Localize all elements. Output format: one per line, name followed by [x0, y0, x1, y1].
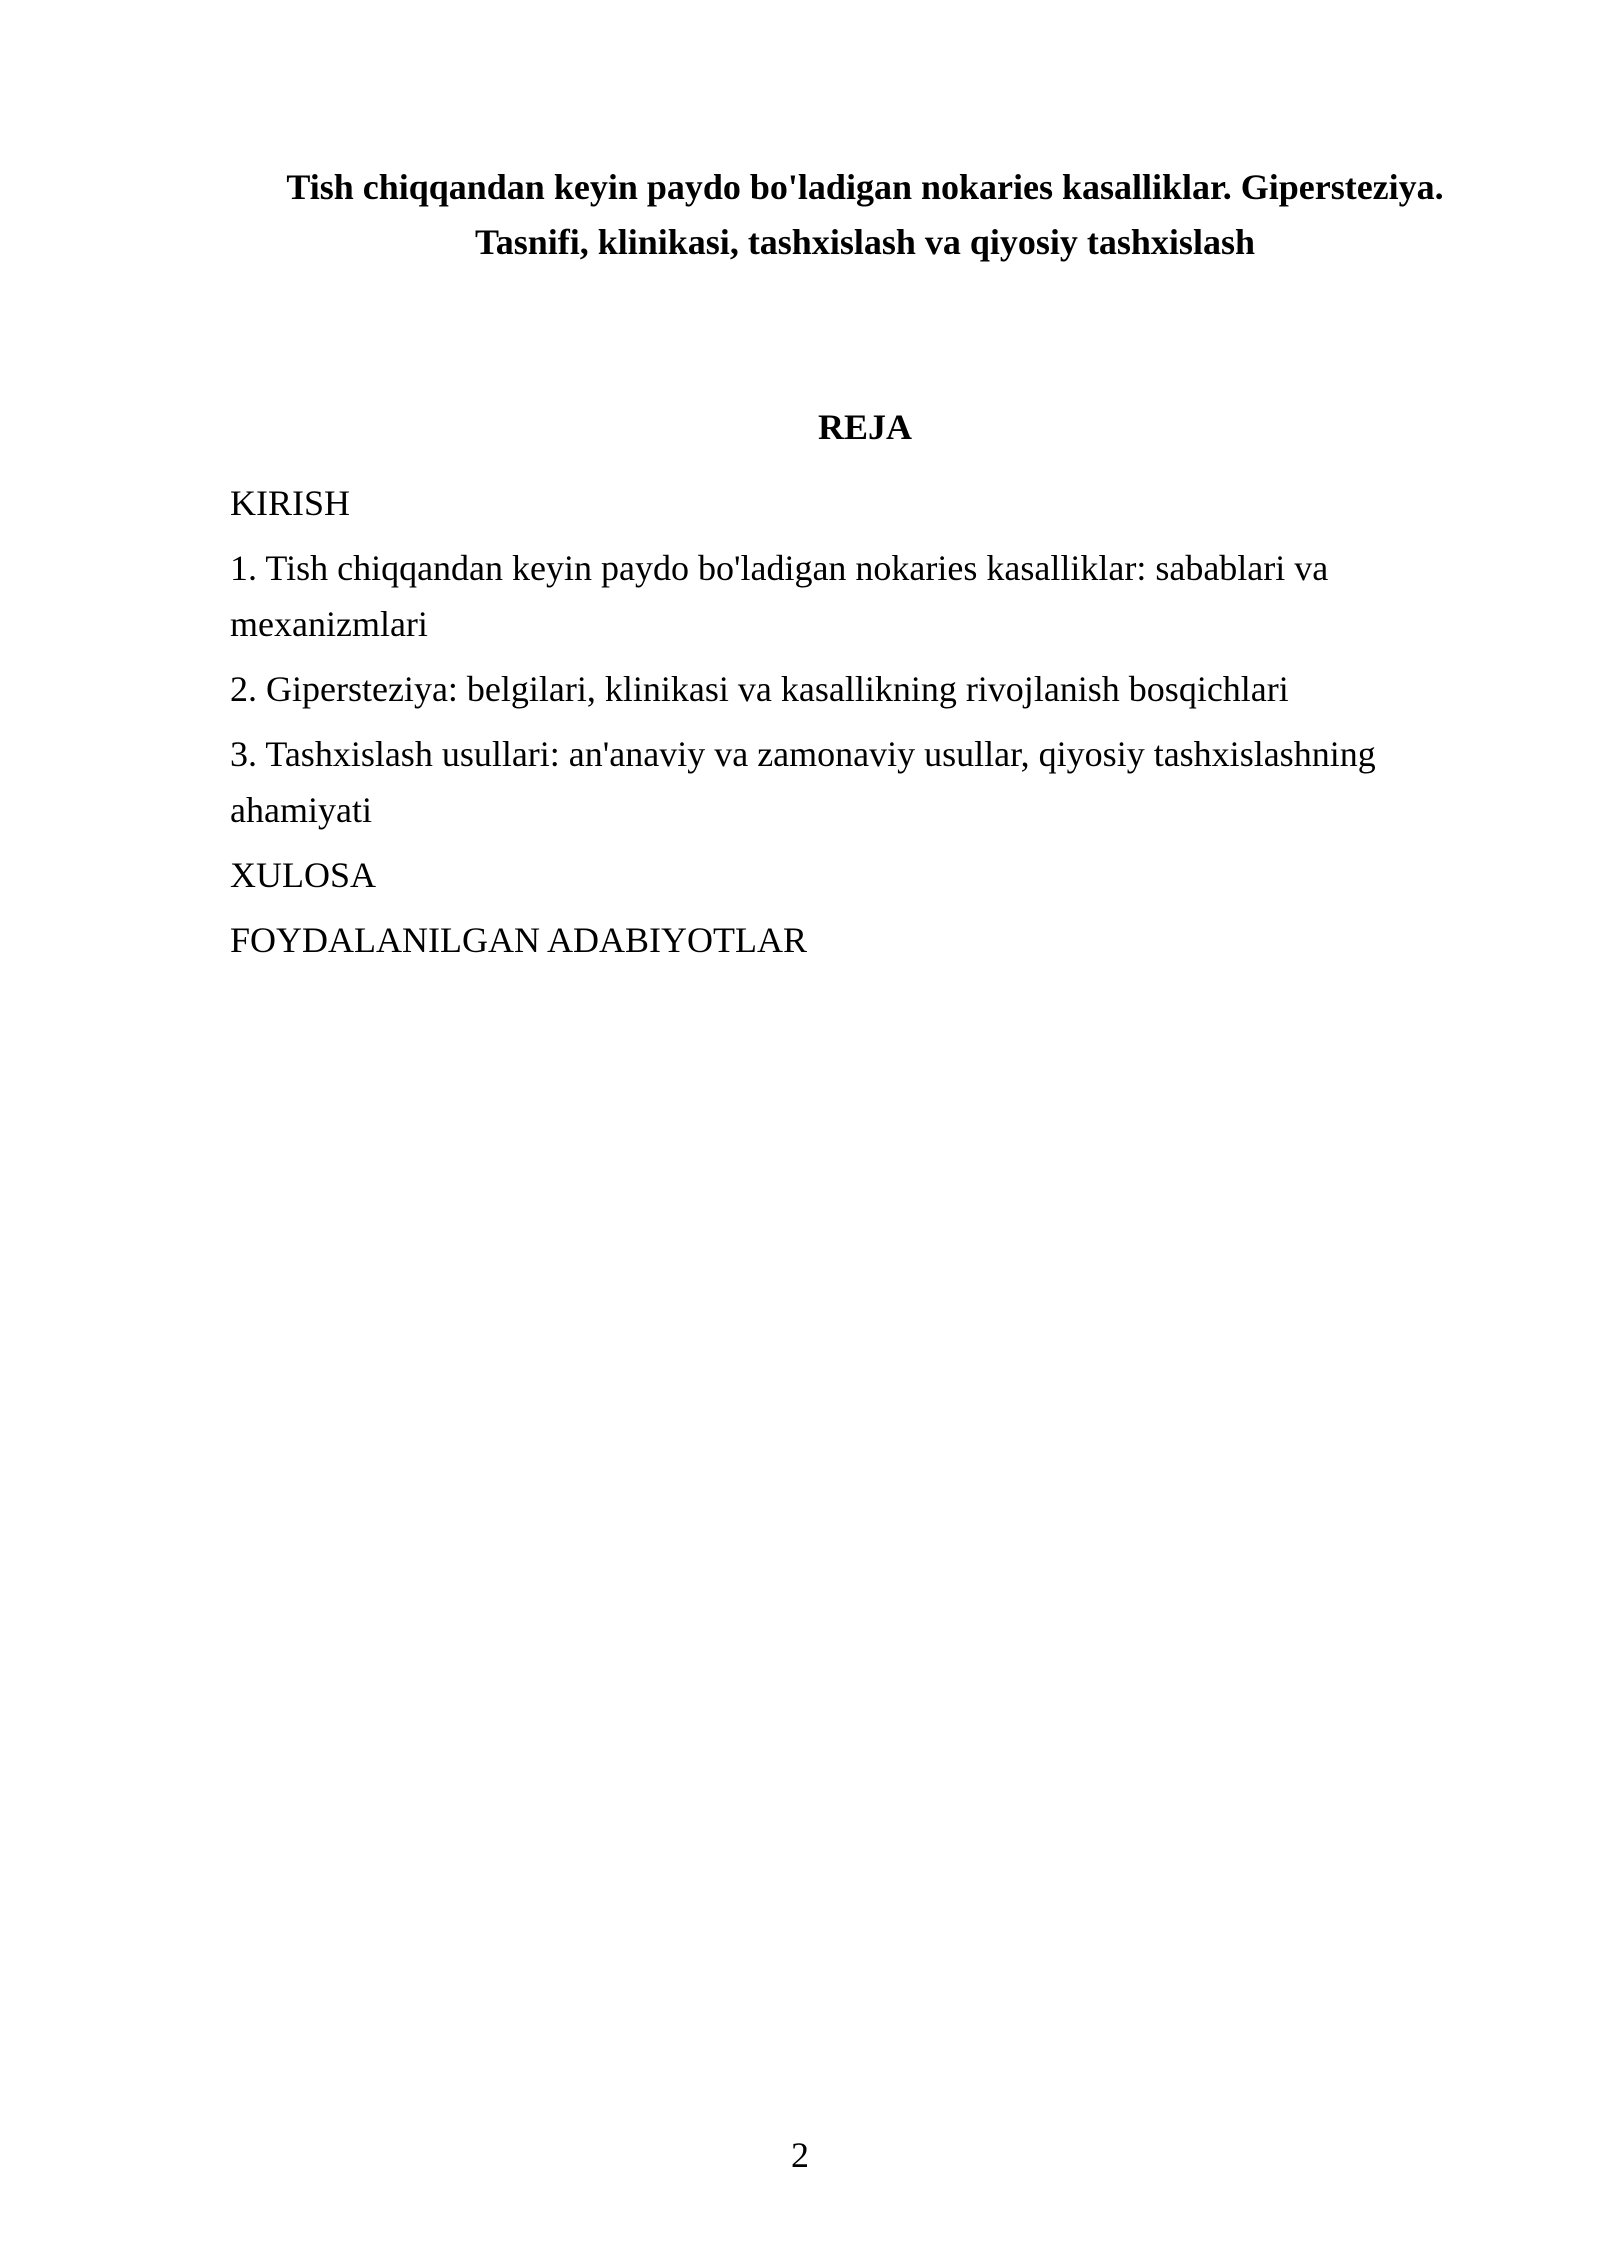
plan-heading: REJA [817, 407, 912, 447]
plan-item-conclusion: XULOSA [230, 855, 377, 895]
document-title [230, 160, 1500, 270]
plan-item-introduction: KIRISH [230, 483, 351, 523]
plan-item-references: FOYDALANILGAN ADABIYOTLAR [230, 920, 807, 960]
page-number: 2 [791, 2135, 809, 2175]
plan-list [230, 475, 1500, 977]
title-line-1: Tish chiqqandan keyin paydo bo'ladigan nokaries kasalliklar. Gipersteziya. [286, 167, 1444, 207]
title-line-2: Tasnifi, klinikasi, tashxislash va qiyosiy tashxislash [475, 222, 1255, 262]
plan-item-2: 2. Gipersteziya: belgilari, klinikasi va kasallikning rivojlanish bosqichlari [230, 669, 1289, 709]
plan-item-1: 1. Tish chiqqandan keyin paydo bo'ladigan nokaries kasalliklar: sabablari va mexanizmlari [230, 548, 1329, 644]
plan-item-3: 3. Tashxislash usullari: an'anaviy va zamonaviy usullar, qiyosiy tashxislashning ahamiyati [230, 734, 1376, 830]
